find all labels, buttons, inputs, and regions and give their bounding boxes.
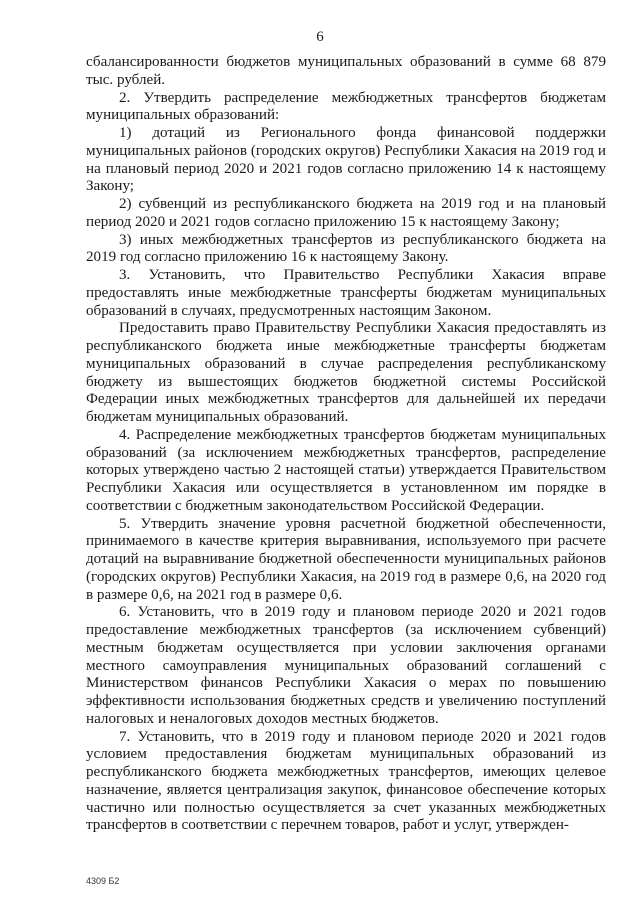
page-number: 6 xyxy=(316,29,324,45)
paragraph-item-7: 7. Установить, что в 2019 году и плановом периоде 2020 и 2021 годов условием предоставления бюджетам муниципальных образований из республиканского бюджета межбюджетных трансфертов, имеющих целевое назначение, является централизация закупок, финансовое обеспечение которых частично или полностью осуществляется за счет указанных межбюджетных трансфертов в соответствии с перечнем товаров, работ и услуг, утвержден- xyxy=(86,728,606,834)
paragraph-continuation: сбалансированности бюджетов муниципальных образований в сумме 68 879 тыс. рублей. xyxy=(86,54,606,88)
paragraph-item-3: 3. Установить, что Правительство Республики Хакасия вправе предоставлять иные межбюджетные трансферты бюджетам муниципальных образований в случаях, предусмотренных настоящим Законом. xyxy=(86,267,606,319)
document-code: 4309 Б2 xyxy=(86,876,120,886)
paragraph-subitem-1: 1) дотаций из Регионального фонда финансовой поддержки муниципальных районов (городских округов) Республики Хакасия на 2019 год и на плановый период 2020 и 2021 годов согласно приложению 14 к настоящему Закону; xyxy=(86,125,606,195)
paragraph-item-5: 5. Утвердить значение уровня расчетной бюджетной обеспеченности, принимаемого в качестве критерия выравнивания, используемого при расчете дотаций на выравнивание бюджетной обеспеченности муниципальных районов (городских округов) Республики Хакасия, на 2019 год в размере 0,6, на 2020 год в размере 0,6, на 2021 год в размере 0,6. xyxy=(86,515,606,603)
paragraph-item-6: 6. Установить, что в 2019 году и плановом периоде 2020 и 2021 годов предоставление межбюджетных трансфертов (за исключением субвенций) местным бюджетам осуществляется при условии заключения органами местного самоуправления муниципальных образований соглашений с Министерством финансов Республики Хакасия о мерах по повышению эффективности использования бюджетных средств и увеличению поступлений налоговых и неналоговых доходов местных бюджетов. xyxy=(86,604,606,727)
paragraph-item-2: 2. Утвердить распределение межбюджетных трансфертов бюджетам муниципальных образований: xyxy=(86,89,606,124)
paragraph-item-4: 4. Распределение межбюджетных трансфертов бюджетам муниципальных образований (за исключением межбюджетных трансфертов, распределение которых утверждено частью 2 настоящей статьи) утверждается Правительством Республики Хакасия или осуществляется в установленном им порядке в соответствии с бюджетным законодательством Российской Федерации. xyxy=(86,426,606,514)
document-body xyxy=(86,54,606,835)
paragraph-subitem-3: 3) иных межбюджетных трансфертов из республиканского бюджета на 2019 год согласно приложению 16 к настоящему Закону. xyxy=(86,231,606,266)
paragraph-subitem-2: 2) субвенций из республиканского бюджета на 2019 год и на плановый период 2020 и 2021 годов согласно приложению 15 к настоящему Закону; xyxy=(86,196,606,230)
paragraph-item-3-right: Предоставить право Правительству Республики Хакасия предоставлять из республиканского бюджета иные межбюджетные трансферты бюджетам муниципальных образований в случае распределения республиканскому бюджету из вышестоящих бюджетов бюджетной системы Российской Федерации иных межбюджетных трансфертов для дальнейшей их передачи бюджетам муниципальных образований. xyxy=(86,320,606,425)
